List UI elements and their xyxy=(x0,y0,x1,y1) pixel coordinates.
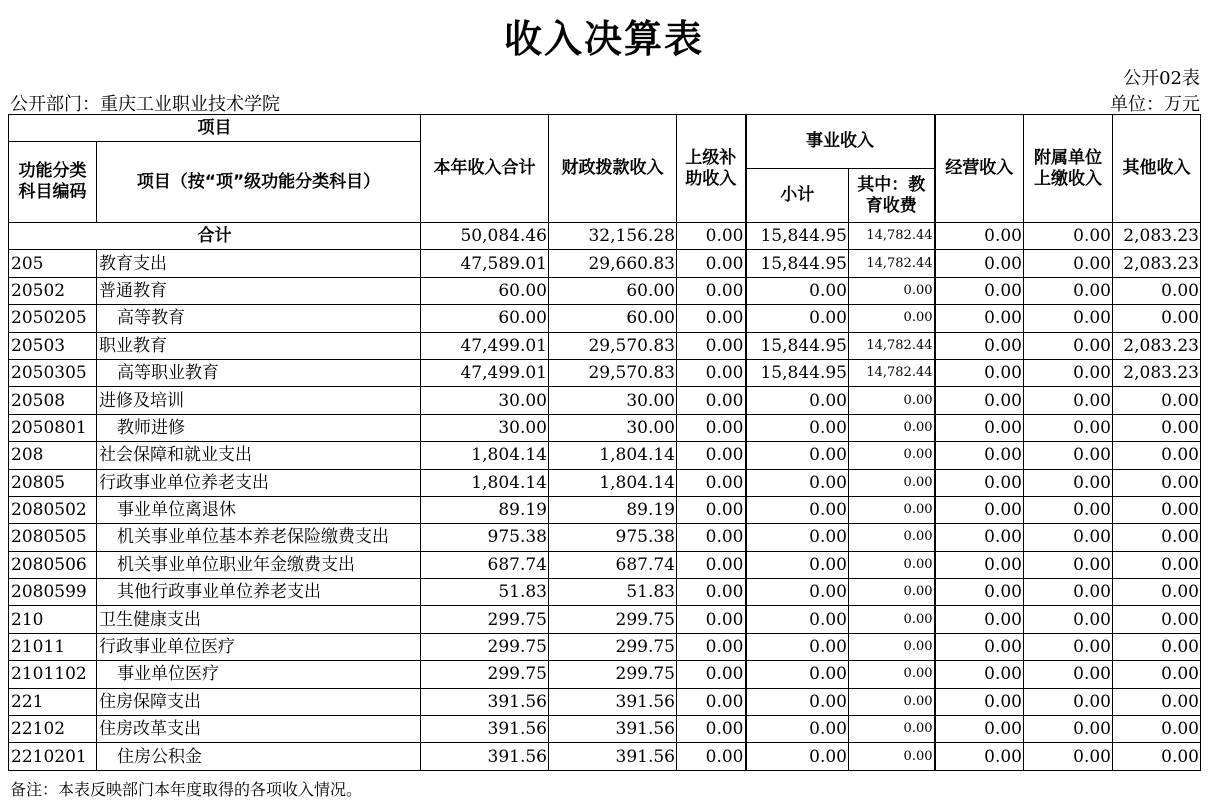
row-value: 0.00 xyxy=(935,332,1024,359)
header-operating: 经营收入 xyxy=(935,115,1024,223)
header-subtotal: 小计 xyxy=(746,169,849,223)
table-row xyxy=(9,332,1201,359)
row-value: 14,782.44 xyxy=(849,359,935,386)
row-code: 208 xyxy=(9,442,97,469)
row-value: 0.00 xyxy=(935,250,1024,277)
row-value: 0.00 xyxy=(677,551,746,578)
row-value: 0.00 xyxy=(849,743,935,770)
row-name: 普通教育 xyxy=(97,277,421,304)
row-value: 2,083.23 xyxy=(1113,332,1201,359)
row-value: 391.56 xyxy=(421,743,549,770)
row-value: 0.00 xyxy=(1113,414,1201,441)
row-value: 0.00 xyxy=(1113,442,1201,469)
row-value: 15,844.95 xyxy=(746,250,849,277)
row-value: 0.00 xyxy=(1024,442,1113,469)
row-code: 2210201 xyxy=(9,743,97,770)
row-code: 210 xyxy=(9,606,97,633)
row-value: 0.00 xyxy=(677,305,746,332)
row-value: 15,844.95 xyxy=(746,332,849,359)
row-value: 0.00 xyxy=(1024,305,1113,332)
row-value: 0.00 xyxy=(935,633,1024,660)
row-value: 89.19 xyxy=(549,496,677,523)
table-row xyxy=(9,743,1201,770)
row-value: 0.00 xyxy=(677,688,746,715)
row-name: 行政事业单位养老支出 xyxy=(97,469,421,496)
row-value: 0.00 xyxy=(746,387,849,414)
row-name: 教师进修 xyxy=(97,414,421,441)
table-body xyxy=(9,223,1201,771)
row-value: 0.00 xyxy=(1113,688,1201,715)
row-value: 0.00 xyxy=(1024,332,1113,359)
row-name: 事业单位医疗 xyxy=(97,661,421,688)
row-name: 行政事业单位医疗 xyxy=(97,633,421,660)
row-value: 0.00 xyxy=(935,606,1024,633)
row-value: 0.00 xyxy=(935,414,1024,441)
row-value: 0.00 xyxy=(1113,716,1201,743)
row-code: 20508 xyxy=(9,387,97,414)
row-code: 2050305 xyxy=(9,359,97,386)
row-value: 60.00 xyxy=(421,305,549,332)
row-value: 0.00 xyxy=(1024,277,1113,304)
row-value: 0.00 xyxy=(935,496,1024,523)
row-value: 0.00 xyxy=(849,606,935,633)
row-code: 2080599 xyxy=(9,579,97,606)
row-value: 391.56 xyxy=(549,743,677,770)
row-value: 0.00 xyxy=(1024,688,1113,715)
table-row xyxy=(9,716,1201,743)
row-value: 0.00 xyxy=(677,442,746,469)
row-value: 30.00 xyxy=(549,387,677,414)
row-value: 51.83 xyxy=(421,579,549,606)
row-value: 0.00 xyxy=(677,359,746,386)
row-value: 29,660.83 xyxy=(549,250,677,277)
row-value: 30.00 xyxy=(421,414,549,441)
table-row xyxy=(9,469,1201,496)
row-value: 0.00 xyxy=(1113,606,1201,633)
row-value: 0.00 xyxy=(935,305,1024,332)
row-code: 20805 xyxy=(9,469,97,496)
table-row xyxy=(9,305,1201,332)
row-code: 2080502 xyxy=(9,496,97,523)
row-value: 0.00 xyxy=(1024,414,1113,441)
row-value: 0.00 xyxy=(935,524,1024,551)
total-cell: 50,084.46 xyxy=(421,223,549,250)
row-value: 0.00 xyxy=(849,277,935,304)
table-row xyxy=(9,414,1201,441)
row-name: 事业单位离退休 xyxy=(97,496,421,523)
row-value: 0.00 xyxy=(1113,524,1201,551)
header-upper-subsidy: 上级补助收入 xyxy=(677,115,746,223)
table-header xyxy=(9,115,1201,223)
row-value: 0.00 xyxy=(1024,579,1113,606)
row-name: 住房改革支出 xyxy=(97,716,421,743)
header-affiliated: 附属单位上缴收入 xyxy=(1024,115,1113,223)
row-value: 299.75 xyxy=(421,633,549,660)
row-value: 0.00 xyxy=(849,387,935,414)
table-row xyxy=(9,524,1201,551)
row-value: 0.00 xyxy=(1024,524,1113,551)
row-value: 0.00 xyxy=(849,524,935,551)
row-value: 51.83 xyxy=(549,579,677,606)
row-name: 其他行政事业单位养老支出 xyxy=(97,579,421,606)
row-value: 0.00 xyxy=(1024,716,1113,743)
row-value: 0.00 xyxy=(1113,387,1201,414)
row-value: 15,844.95 xyxy=(746,359,849,386)
row-value: 0.00 xyxy=(677,387,746,414)
row-value: 0.00 xyxy=(935,277,1024,304)
row-name: 教育支出 xyxy=(97,250,421,277)
row-value: 687.74 xyxy=(421,551,549,578)
row-value: 0.00 xyxy=(1024,469,1113,496)
row-value: 0.00 xyxy=(1024,606,1113,633)
table-row xyxy=(9,250,1201,277)
row-value: 975.38 xyxy=(549,524,677,551)
row-value: 0.00 xyxy=(746,524,849,551)
row-value: 14,782.44 xyxy=(849,250,935,277)
row-value: 0.00 xyxy=(935,359,1024,386)
row-value: 2,083.23 xyxy=(1113,359,1201,386)
header-fiscal: 财政拨款收入 xyxy=(549,115,677,223)
footnote: 备注：本表反映部门本年度取得的各项收入情况。 xyxy=(10,780,363,799)
row-value: 299.75 xyxy=(549,633,677,660)
row-name: 机关事业单位职业年金缴费支出 xyxy=(97,551,421,578)
row-value: 60.00 xyxy=(549,277,677,304)
department-label: 公开部门：重庆工业职业技术学院 xyxy=(10,94,280,115)
row-value: 0.00 xyxy=(746,277,849,304)
row-value: 391.56 xyxy=(421,688,549,715)
row-value: 0.00 xyxy=(935,743,1024,770)
row-value: 0.00 xyxy=(677,633,746,660)
row-value: 0.00 xyxy=(935,551,1024,578)
row-value: 0.00 xyxy=(1113,496,1201,523)
total-row xyxy=(9,223,1201,250)
row-value: 0.00 xyxy=(1024,387,1113,414)
table-row xyxy=(9,496,1201,523)
row-value: 29,570.83 xyxy=(549,332,677,359)
row-value: 0.00 xyxy=(849,551,935,578)
unit-label: 单位：万元 xyxy=(1110,94,1200,115)
row-value: 0.00 xyxy=(849,633,935,660)
row-value: 0.00 xyxy=(1024,551,1113,578)
row-value: 391.56 xyxy=(421,716,549,743)
row-value: 0.00 xyxy=(1024,633,1113,660)
row-value: 0.00 xyxy=(746,414,849,441)
row-value: 0.00 xyxy=(746,606,849,633)
row-value: 0.00 xyxy=(1113,743,1201,770)
row-value: 391.56 xyxy=(549,716,677,743)
header-total-income: 本年收入合计 xyxy=(421,115,549,223)
row-value: 0.00 xyxy=(677,661,746,688)
row-value: 89.19 xyxy=(421,496,549,523)
row-value: 2,083.23 xyxy=(1113,250,1201,277)
row-value: 0.00 xyxy=(746,633,849,660)
row-value: 0.00 xyxy=(746,661,849,688)
row-value: 0.00 xyxy=(677,716,746,743)
row-value: 0.00 xyxy=(677,277,746,304)
row-code: 21011 xyxy=(9,633,97,660)
row-value: 0.00 xyxy=(935,688,1024,715)
row-value: 0.00 xyxy=(1113,633,1201,660)
row-code: 2080505 xyxy=(9,524,97,551)
row-value: 299.75 xyxy=(549,661,677,688)
row-name: 职业教育 xyxy=(97,332,421,359)
table-row xyxy=(9,606,1201,633)
row-code: 2050801 xyxy=(9,414,97,441)
row-value: 0.00 xyxy=(849,442,935,469)
row-code: 221 xyxy=(9,688,97,715)
header-other: 其他收入 xyxy=(1113,115,1201,223)
table-row xyxy=(9,442,1201,469)
row-value: 0.00 xyxy=(849,661,935,688)
total-label: 合计 xyxy=(9,223,421,250)
table-row xyxy=(9,359,1201,386)
row-code: 2050205 xyxy=(9,305,97,332)
row-code: 22102 xyxy=(9,716,97,743)
total-cell: 0.00 xyxy=(935,223,1024,250)
row-value: 0.00 xyxy=(935,442,1024,469)
header-project: 项目 xyxy=(9,115,421,142)
row-value: 1,804.14 xyxy=(421,469,549,496)
row-value: 0.00 xyxy=(746,716,849,743)
total-cell: 15,844.95 xyxy=(746,223,849,250)
table-row xyxy=(9,387,1201,414)
row-value: 687.74 xyxy=(549,551,677,578)
form-code: 公开02表 xyxy=(1123,68,1200,89)
row-value: 47,589.01 xyxy=(421,250,549,277)
row-code: 20502 xyxy=(9,277,97,304)
row-value: 0.00 xyxy=(746,551,849,578)
row-value: 0.00 xyxy=(677,496,746,523)
row-value: 0.00 xyxy=(1024,496,1113,523)
row-name: 高等职业教育 xyxy=(97,359,421,386)
row-code: 2101102 xyxy=(9,661,97,688)
row-value: 0.00 xyxy=(677,524,746,551)
row-value: 47,499.01 xyxy=(421,332,549,359)
row-value: 0.00 xyxy=(1024,359,1113,386)
table-row xyxy=(9,551,1201,578)
row-value: 299.75 xyxy=(421,661,549,688)
row-value: 0.00 xyxy=(849,305,935,332)
row-value: 0.00 xyxy=(935,579,1024,606)
table-row xyxy=(9,277,1201,304)
row-code: 20503 xyxy=(9,332,97,359)
row-value: 60.00 xyxy=(421,277,549,304)
total-cell: 14,782.44 xyxy=(849,223,935,250)
row-value: 0.00 xyxy=(677,579,746,606)
row-value: 0.00 xyxy=(677,469,746,496)
row-value: 0.00 xyxy=(1024,743,1113,770)
row-value: 0.00 xyxy=(935,387,1024,414)
row-value: 0.00 xyxy=(935,661,1024,688)
header-func-name: 项目（按“项”级功能分类科目） xyxy=(97,142,421,223)
row-value: 0.00 xyxy=(746,442,849,469)
table-row xyxy=(9,661,1201,688)
row-value: 1,804.14 xyxy=(421,442,549,469)
row-value: 0.00 xyxy=(746,579,849,606)
table-row xyxy=(9,633,1201,660)
row-value: 391.56 xyxy=(549,688,677,715)
row-value: 0.00 xyxy=(935,716,1024,743)
row-value: 0.00 xyxy=(746,496,849,523)
row-name: 进修及培训 xyxy=(97,387,421,414)
row-value: 0.00 xyxy=(1113,469,1201,496)
row-value: 60.00 xyxy=(549,305,677,332)
row-value: 0.00 xyxy=(849,496,935,523)
row-value: 0.00 xyxy=(1113,661,1201,688)
row-value: 0.00 xyxy=(849,414,935,441)
row-value: 0.00 xyxy=(1113,305,1201,332)
row-value: 0.00 xyxy=(677,332,746,359)
header-business-income: 事业收入 xyxy=(746,115,935,169)
row-value: 299.75 xyxy=(421,606,549,633)
row-value: 0.00 xyxy=(1113,579,1201,606)
row-value: 0.00 xyxy=(1113,277,1201,304)
row-value: 30.00 xyxy=(421,387,549,414)
row-value: 0.00 xyxy=(746,688,849,715)
row-value: 47,499.01 xyxy=(421,359,549,386)
page-title: 收入决算表 xyxy=(503,17,704,61)
row-code: 2080506 xyxy=(9,551,97,578)
row-value: 299.75 xyxy=(549,606,677,633)
row-value: 0.00 xyxy=(677,414,746,441)
row-value: 0.00 xyxy=(849,579,935,606)
row-value: 1,804.14 xyxy=(549,469,677,496)
header-edu-fee: 其中：教育收费 xyxy=(849,169,935,223)
row-value: 0.00 xyxy=(849,716,935,743)
total-cell: 2,083.23 xyxy=(1113,223,1201,250)
row-value: 0.00 xyxy=(849,469,935,496)
row-value: 0.00 xyxy=(935,469,1024,496)
row-value: 975.38 xyxy=(421,524,549,551)
row-name: 住房公积金 xyxy=(97,743,421,770)
row-value: 0.00 xyxy=(1024,250,1113,277)
total-cell: 0.00 xyxy=(677,223,746,250)
row-value: 0.00 xyxy=(677,743,746,770)
row-name: 住房保障支出 xyxy=(97,688,421,715)
table-row xyxy=(9,688,1201,715)
row-name: 高等教育 xyxy=(97,305,421,332)
row-value: 0.00 xyxy=(1024,661,1113,688)
row-name: 机关事业单位基本养老保险缴费支出 xyxy=(97,524,421,551)
row-value: 0.00 xyxy=(1113,551,1201,578)
table-row xyxy=(9,579,1201,606)
row-name: 卫生健康支出 xyxy=(97,606,421,633)
total-cell: 0.00 xyxy=(1024,223,1113,250)
row-value: 29,570.83 xyxy=(549,359,677,386)
total-cell: 32,156.28 xyxy=(549,223,677,250)
row-value: 0.00 xyxy=(746,305,849,332)
row-value: 0.00 xyxy=(849,688,935,715)
row-value: 0.00 xyxy=(746,743,849,770)
income-table xyxy=(8,114,1201,771)
row-value: 0.00 xyxy=(746,469,849,496)
row-value: 0.00 xyxy=(677,606,746,633)
row-value: 30.00 xyxy=(549,414,677,441)
header-func-code: 功能分类科目编码 xyxy=(9,142,97,223)
row-code: 205 xyxy=(9,250,97,277)
row-value: 0.00 xyxy=(677,250,746,277)
row-name: 社会保障和就业支出 xyxy=(97,442,421,469)
row-value: 14,782.44 xyxy=(849,332,935,359)
row-value: 1,804.14 xyxy=(549,442,677,469)
